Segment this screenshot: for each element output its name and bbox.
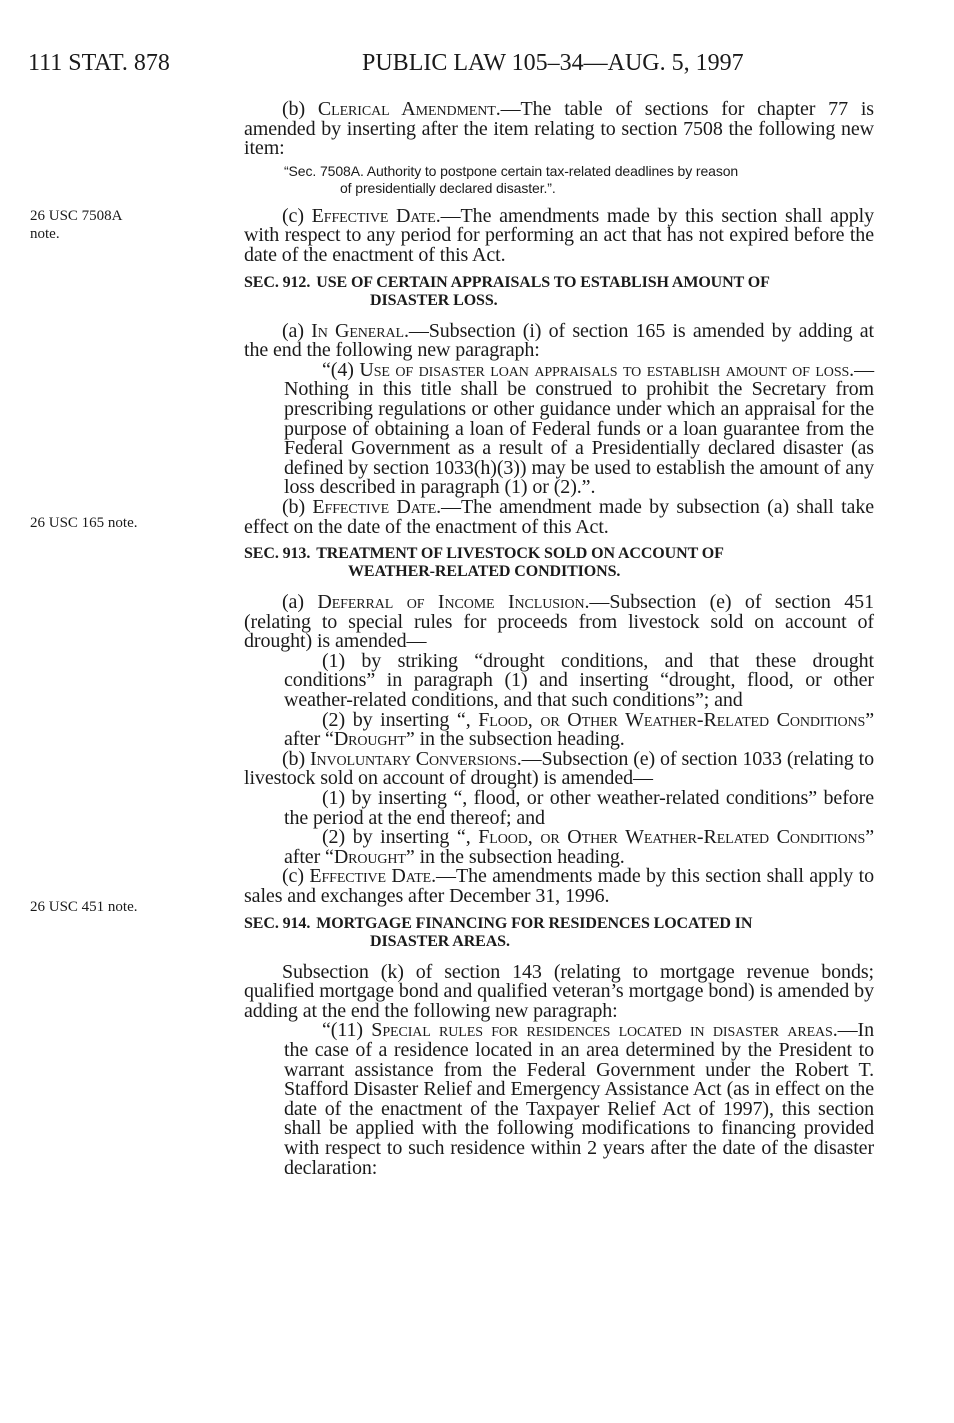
section-913-a-item-2: (2) by inserting “, Flood, or Other Weather-Related Conditions” after “Drought” in the subsection heading.: [284, 708, 874, 751]
section-913-subsection-a: (a) Deferral of Income Inclusion.—Subsection (e) of section 451 (relating to special rules for proceeds from livestock sold on account of drought) is amended—: [244, 591, 874, 653]
paragraph-heading: Special rules for residences located in disaster areas.: [371, 1019, 838, 1042]
margin-note-line: 26 USC 7508A: [30, 208, 123, 224]
clerical-amendment-paragraph: (b) Clerical Amendment.—The table of sections for chapter 77 is amended by inserting after the item relating to section 7508 the following new item:: [244, 98, 874, 160]
margin-note-451: 26 USC 451 note.: [30, 899, 138, 915]
section-912-quoted-paragraph: “(4) Use of disaster loan appraisals to establish amount of loss.—Nothing in this title shall be construed to prohibit the Secretary from prescribing regulations or other guidance under which an appraisal for the purpose of obtaining a loan of Federal funds or a loan guarantee from the Federal Government as a result of a Presidentially declared disaster (as defined by section 1033(h)(3)) may be used to establish the amount of any loss described in paragraph (1) or (2).”.: [284, 358, 874, 499]
section-913-subsection-b: (b) Involuntary Conversions.—Subsection (e) of section 1033 (relating to livestock sold on account of drought) is amended—: [244, 747, 875, 790]
section-912-subsection-b: (b) Effective Date.—The amendment made by subsection (a) shall take effect on the date of the enactment of this Act.: [244, 495, 874, 538]
margin-note-line: note.: [30, 226, 60, 242]
section-913-heading: SEC. 913. TREATMENT OF LIVESTOCK SOLD ON ACCOUNT OF WEATHER-RELATED CONDITIONS.: [244, 545, 724, 581]
section-914-heading: SEC. 914. MORTGAGE FINANCING FOR RESIDENCES LOCATED IN DISASTER AREAS.: [244, 914, 753, 950]
paragraph-heading: Clerical Amendment.: [317, 98, 501, 120]
margin-note-7508a: [30, 207, 230, 243]
section-913-a-item-1: (1) by striking “drought conditions, and that these drought conditions” in paragraph (1) and inserting “drought, flood, or other weather-related conditions, and that such conditions”; and: [284, 649, 874, 712]
paragraph-heading: Deferral of Income Inclusion.: [317, 591, 590, 614]
section-912-subsection-a: (a) In General.—Subsection (i) of section 165 is amended by adding at the end the following new paragraph:: [244, 319, 874, 362]
section-914-intro: Subsection (k) of section 143 (relating to mortgage revenue bonds; qualified mortgage bond and qualified veteran’s mortgage bond) is amended by adding at the end the following new paragraph:: [244, 960, 874, 1022]
running-head: [28, 46, 928, 80]
table-of-sections-item: “Sec. 7508A. Authority to postpone certain tax-related deadlines by reason of presidentially declared disaster.”.: [284, 162, 739, 196]
section-912-heading: SEC. 912. USE OF CERTAIN APPRAISALS TO ESTABLISH AMOUNT OF DISASTER LOSS.: [244, 273, 770, 309]
effective-date-paragraph: (c) Effective Date.—The amendments made by this section shall apply with respect to any period for performing an act that has not expired before the date of the enactment of this Act.: [244, 204, 874, 266]
paragraph-heading: Use of disaster loan appraisals to establish amount of loss.: [359, 358, 855, 381]
paragraph-heading: Involuntary Conversions.: [309, 747, 522, 770]
document-body: [244, 100, 874, 1178]
paragraph-heading: Effective Date.: [312, 495, 442, 518]
margin-note-165: 26 USC 165 note.: [30, 515, 138, 531]
section-913-subsection-c: (c) Effective Date.—The amendments made by this section shall apply to sales and exchanges after December 31, 1996.: [244, 865, 874, 907]
paragraph-heading: Effective Date.: [311, 204, 441, 227]
section-913-b-item-1: (1) by inserting “, flood, or other weather-related conditions” before the period at the end thereof; and: [284, 787, 874, 829]
section-914-quoted-paragraph: “(11) Special rules for residences located in disaster areas.—In the case of a residence located in an area determined by the President to warrant assistance from the Federal Government under the Robert T. Stafford Disaster Relief and Emergency Assistance Act (as in effect on the date of the enactment of the Taxpayer Relief Act of 1997), this section shall be applied with the following modifications to financing provided with respect to such residence within 2 years after the date of the disaster declaration:: [284, 1019, 874, 1179]
paragraph-heading: Effective Date.: [309, 865, 437, 888]
statute-page-number: 111 STAT. 878: [28, 50, 170, 76]
paragraph-heading: In General.: [311, 319, 409, 342]
section-913-b-item-2: (2) by inserting “, Flood, or Other Weather-Related Conditions” after “Drought” in the subsection heading.: [284, 826, 874, 868]
public-law-citation: PUBLIC LAW 105–34—AUG. 5, 1997: [362, 50, 744, 76]
